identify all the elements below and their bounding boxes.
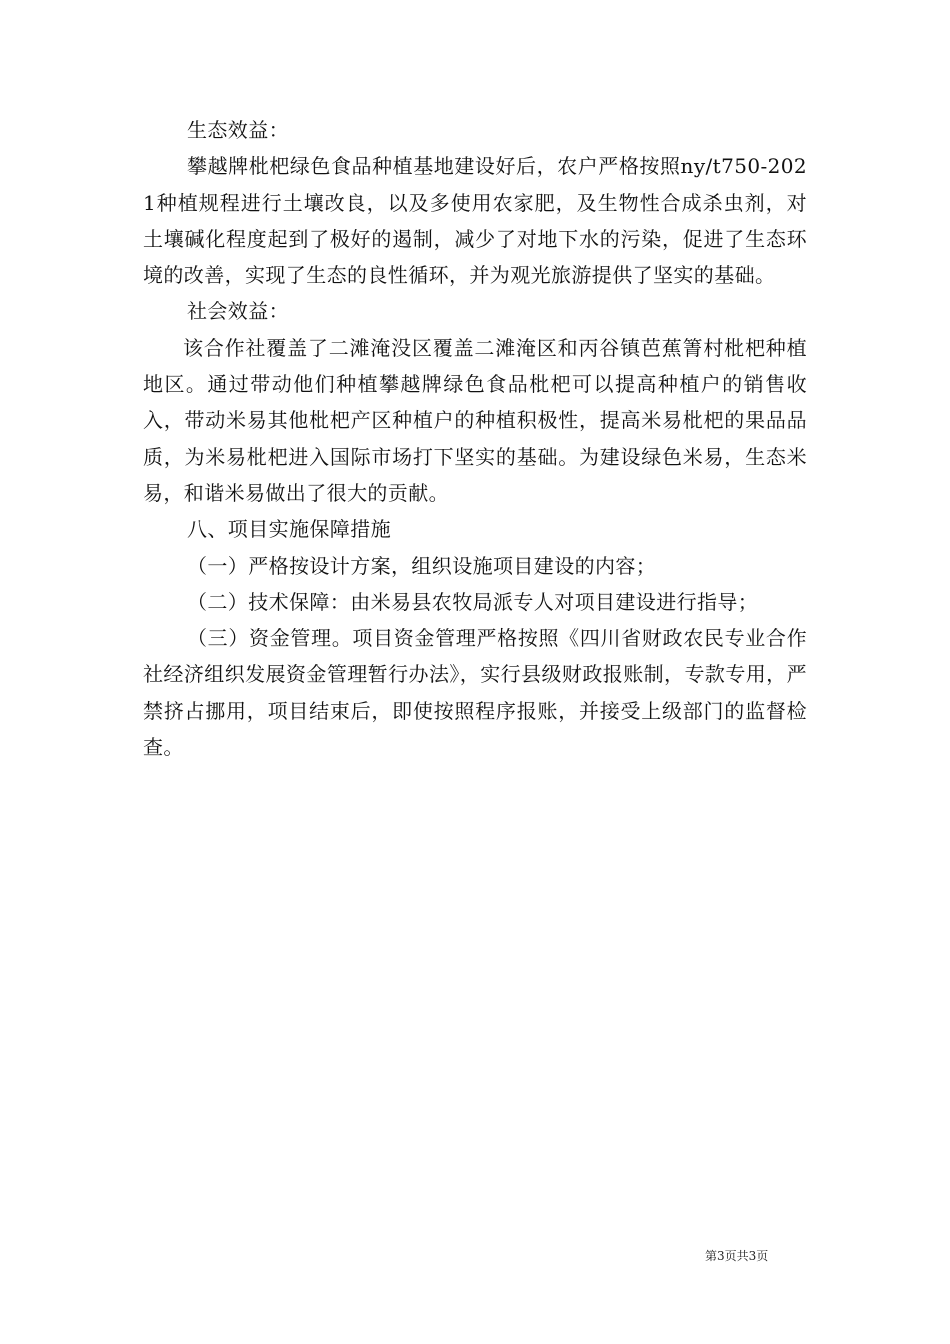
paragraph-social-benefits: 该合作社覆盖了二滩淹没区覆盖二滩淹区和丙谷镇芭蕉箐村枇杷种植地区。通过带动他们种植攀越牌绿色食品枇杷可以提高种植户的销售收入，带动米易其他枇杷产区种植户的种植积极性，提高米易枇杷的果品品质，为米易枇杷进入国际市场打下坚实的基础。为建设绿色米易，生态米易，和谐米易做出了很大的贡献。 [143, 335, 807, 505]
list-item-one: （一）严格按设计方案，组织设施项目建设的内容； [187, 553, 657, 578]
heading-ecological-benefits: 生态效益： [187, 118, 289, 142]
document-body [143, 112, 807, 765]
heading-section-eight: 八、项目实施保障措施 [187, 517, 391, 542]
page-number-footer: 第3页共3页 [705, 1249, 769, 1263]
paragraph-ecological-benefits: 攀越牌枇杷绿色食品种植基地建设好后，农户严格按照ny/t750-2021种植规程进行土壤改良，以及多使用农家肥，及生物性合成杀虫剂，对土壤碱化程度起到了极好的遏制，减少了对地下水的污染，促进了生态环境的改善，实现了生态的良性循环，并为观光旅游提供了坚实的基础。 [143, 154, 807, 288]
heading-social-benefits: 社会效益： [187, 299, 289, 324]
list-item-two: （二）技术保障：由米易县农牧局派专人对项目建设进行指导； [187, 589, 759, 614]
list-item-three: （三）资金管理。项目资金管理严格按照《四川省财政农民专业合作社经济组织发展资金管理暂行办法》，实行县级财政报账制，专款专用，严禁挤占挪用，项目结束后，即使按照程序报账，并接受上级部门的监督检查。 [143, 626, 807, 760]
